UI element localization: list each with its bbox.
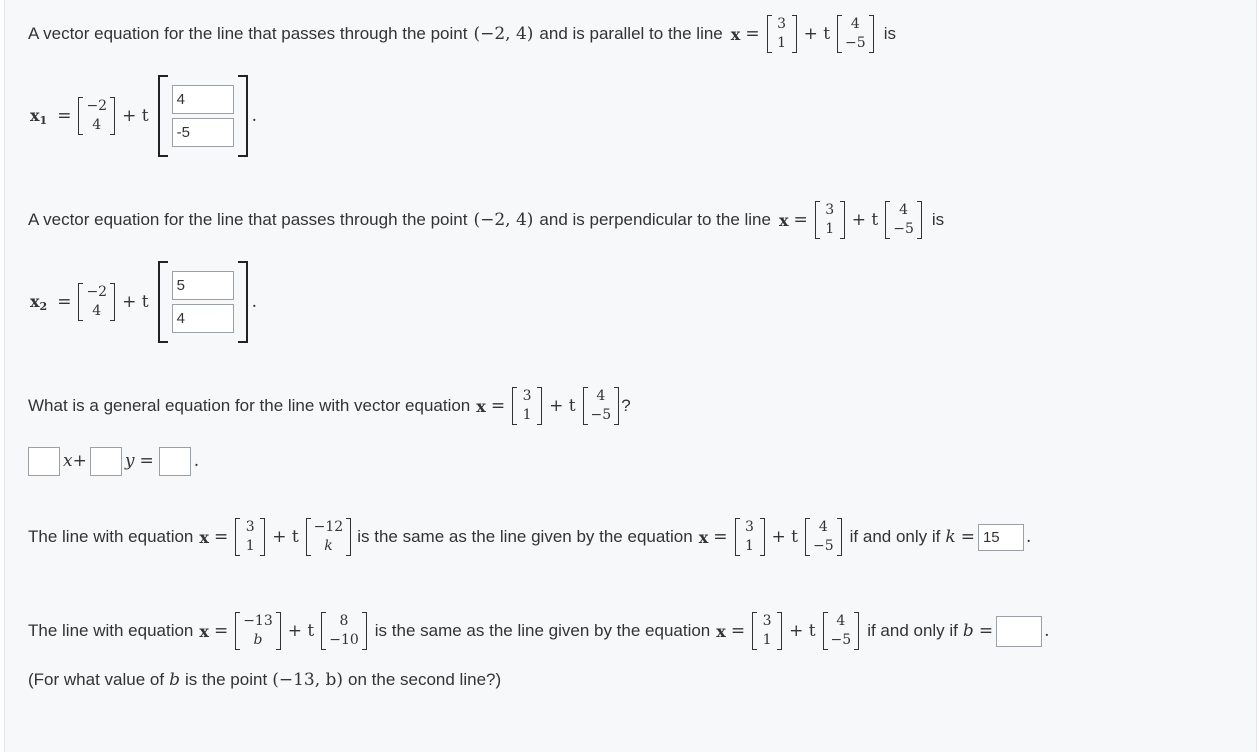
vec-entry: 1: [522, 407, 532, 423]
q5-eq2: =: [730, 621, 746, 641]
q4-point-vector-2: [735, 518, 765, 556]
q1-plus-t: + t: [803, 24, 831, 44]
vec-entry: 1: [777, 35, 787, 51]
vec-entry: 3: [745, 519, 754, 535]
q2-mid: and is perpendicular to the line: [539, 210, 771, 229]
vec-entry: 4: [850, 16, 860, 32]
q1-answer: [30, 70, 257, 162]
vec-entry: −2: [86, 98, 108, 114]
q2-point-vector: [815, 201, 845, 239]
vec-entry: 4: [92, 303, 102, 319]
q3-statement: [28, 381, 631, 431]
q1-ans-eq: =: [57, 106, 72, 126]
vec-entry: 8: [339, 613, 349, 629]
q4-eq2: =: [713, 527, 728, 547]
q4-k-input[interactable]: 15: [978, 524, 1024, 551]
q4-prompt: The line with equation: [28, 527, 194, 546]
q5-prompt: The line with equation: [28, 621, 194, 640]
q1-prompt: A vector equation for the line that passes through the point: [28, 24, 468, 43]
q2-period: .: [251, 292, 257, 312]
label-sub: 1: [39, 113, 48, 127]
q5-statement: [28, 604, 1049, 658]
q2-xvar: x: [778, 210, 789, 230]
vec-entry: 3: [825, 202, 835, 218]
label-x: x: [30, 105, 40, 125]
q4-eq3: =: [960, 527, 975, 547]
vec-entry: −5: [830, 632, 852, 648]
q5-hint-mid: is the point: [184, 670, 268, 689]
q3-b-input[interactable]: [90, 447, 122, 476]
q3-x-term: x+: [63, 451, 87, 471]
vec-entry: 4: [92, 117, 102, 133]
q2-ans-eq: =: [57, 292, 72, 312]
vec-entry: 1: [745, 538, 754, 554]
q1-period: .: [251, 106, 257, 126]
vec-entry: −10: [329, 632, 359, 648]
q4-plus-t-2: + t: [771, 527, 798, 547]
q2-ans-label: [30, 292, 47, 313]
q1-point-vector: [767, 15, 797, 53]
q2-prompt: A vector equation for the line that passes through the point: [28, 210, 468, 229]
q5-bvar: b: [962, 621, 974, 641]
q1-statement: [28, 9, 896, 59]
q2-is: is: [931, 210, 945, 229]
q3-direction-vector: [583, 387, 620, 425]
vec-entry: 1: [825, 221, 835, 237]
q5-point-vector: [235, 612, 281, 650]
q1-eq: =: [745, 24, 760, 44]
q2-plus-t: + t: [851, 210, 879, 230]
vec-entry: 1: [245, 538, 255, 554]
q4-period: .: [1025, 527, 1032, 547]
q5-plus-t: + t: [287, 621, 315, 641]
q5-mid: is the same as the line given by the equation: [374, 621, 711, 640]
q3-plus-t: + t: [549, 396, 576, 416]
q3-c-input[interactable]: [159, 447, 191, 476]
q5-eq: =: [213, 621, 229, 641]
vec-entry: 4: [836, 613, 846, 629]
q5-plus-t-2: + t: [789, 621, 816, 641]
q3-eq: =: [490, 396, 506, 416]
q5-direction-vector: [321, 612, 367, 650]
vec-entry: 4: [818, 519, 828, 535]
q1-dir-y-input[interactable]: -5: [172, 118, 234, 147]
q5-xvar: x: [199, 621, 209, 641]
q1-dir-x-input[interactable]: 4: [172, 85, 234, 114]
q3-xvar: x: [476, 396, 486, 416]
q3-answer: [28, 443, 199, 479]
q5-hint-b: b: [169, 670, 180, 690]
q2-ans-plus-t: + t: [122, 292, 149, 312]
label-x: x: [30, 291, 40, 311]
q5-direction-vector-2: [823, 612, 860, 650]
q2-answer: [30, 256, 257, 348]
question-panel: [4, 0, 1257, 752]
vec-entry: −12: [313, 519, 344, 535]
q4-xvar: x: [199, 527, 209, 547]
q3-point-vector: [512, 387, 542, 425]
q2-dir-y-input[interactable]: 4: [172, 304, 234, 333]
vec-entry: −13: [243, 613, 273, 629]
q5-b-input[interactable]: [996, 616, 1042, 647]
vec-entry: −5: [893, 221, 914, 237]
label-sub: 2: [39, 299, 48, 313]
q1-ans-label: [30, 106, 47, 127]
vec-entry: −5: [590, 407, 612, 423]
q5-xvar2: x: [716, 621, 726, 641]
q1-ans-plus-t: + t: [122, 106, 149, 126]
q4-direction-vector: [306, 518, 352, 556]
q5-hint-pre: (For what value of: [28, 670, 165, 689]
q5-point-vector-2: [752, 612, 782, 650]
q2-ans-point-vector: [78, 283, 115, 321]
q2-dir-x-input[interactable]: 5: [172, 271, 234, 300]
q4-point-vector: [235, 518, 265, 556]
q5-period: .: [1044, 621, 1050, 641]
q4-statement: [28, 511, 1031, 563]
q3-period: .: [193, 451, 200, 471]
vec-entry: b: [253, 632, 263, 648]
q5-cond: if and only if: [867, 621, 958, 640]
q2-ans-direction-input: [158, 261, 248, 343]
vec-entry: 4: [899, 202, 909, 218]
q1-ans-point-vector: [78, 97, 115, 135]
q4-cond: if and only if: [849, 527, 941, 546]
vec-entry: 3: [245, 519, 255, 535]
q3-prompt: What is a general equation for the line with vector equation: [28, 396, 471, 415]
vec-entry: k: [324, 538, 333, 554]
q3-eq2: =: [139, 451, 154, 471]
q4-xvar2: x: [698, 527, 709, 547]
q4-mid: is the same as the line given by the equation: [357, 527, 693, 546]
vec-entry: −5: [813, 538, 834, 554]
q5-hint-post: on the second line?): [348, 670, 502, 689]
vec-entry: −5: [845, 35, 866, 51]
vec-entry: −2: [86, 284, 108, 300]
q3-y-term: y: [124, 451, 135, 471]
q3-a-input[interactable]: [28, 447, 60, 476]
q5-hint: [28, 666, 501, 694]
vec-entry: 4: [596, 388, 606, 404]
q2-statement: [28, 195, 944, 245]
q1-xvar: x: [730, 24, 741, 44]
q1-direction-vector: [837, 15, 874, 53]
vec-entry: 3: [777, 16, 787, 32]
q5-eq3: =: [978, 621, 994, 641]
q1-mid: and is parallel to the line: [539, 24, 723, 43]
vec-entry: 3: [762, 613, 772, 629]
q2-point: (−2, 4): [473, 210, 534, 230]
q1-ans-direction-input: [158, 75, 248, 157]
vec-entry: 1: [762, 632, 772, 648]
q2-eq: =: [793, 210, 808, 230]
vec-entry: 3: [522, 388, 532, 404]
q1-point: (−2, 4): [473, 24, 534, 44]
q4-eq: =: [213, 527, 229, 547]
q3-qmark: ?: [621, 396, 631, 415]
q4-kvar: k: [945, 527, 956, 547]
q2-direction-vector: [885, 201, 922, 239]
q1-is: is: [883, 24, 896, 43]
q4-plus-t: + t: [272, 527, 299, 547]
q5-hint-point: (−13, b): [272, 670, 344, 690]
q4-direction-vector-2: [805, 518, 842, 556]
